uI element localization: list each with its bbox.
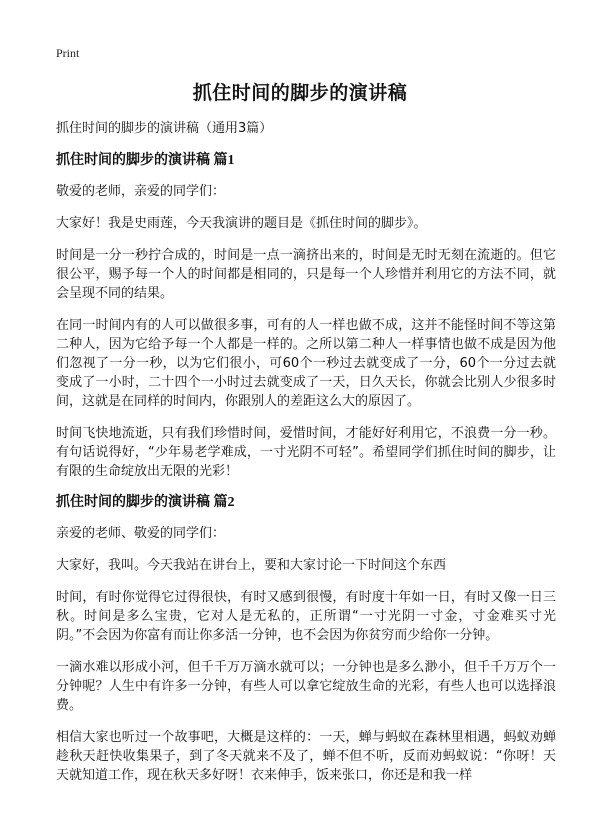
print-link[interactable]: Print [56,46,80,60]
section-heading: 抓住时间的脚步的演讲稿 篇1 [56,153,235,168]
paragraph: 大家好！我是史雨莲，今天我演讲的题目是《抓住时间的脚步》。 [56,216,427,231]
paragraph: 相信大家也听过一个故事吧，大概是这样的：一天，蝉与蚂蚁在森林里相遇，蚂蚁劝蝉趁秋天赶快收集果子，到了冬天就来不及了，蝉不但不听，反而劝蚂蚁说：“你呀！天天就知道工作，现在秋天多好呀！衣来伸手，饭来张口，你还是和我一样 [56,730,556,783]
paragraph: 时间是一分一秒拧合成的，时间是一点一滴挤出来的，时间是无时无刻在流逝的。但它很公平，赐予每一个人的时间都是相同的，只是每一个人珍惜并利用它的方法不同，就会呈现不同的结果。 [56,248,556,301]
document-body [56,120,556,798]
paragraph: 时间，有时你觉得它过得很快，有时又感到很慢，有时度十年如一日，有时又像一日三秋。时间是多么宝贵，它对人是无私的，正所谓“一寸光阴一寸金，寸金难买寸光阴。”不会因为你富有而让你多活一分钟，也不会因为你贫穷而少给你一分钟。 [56,590,556,643]
section-1 [56,152,556,481]
paragraph: 亲爱的老师、敬爱的同学们： [56,526,226,541]
paragraph: 一滴水难以形成小河，但千千万万滴水就可以；一分钟也是多么渺小，但千千万万个一分钟呢？人生中有许多一分钟，有些人可以拿它绽放生命的光彩，有些人也可以选择浪费。 [56,660,556,713]
section-2 [56,494,556,785]
paragraph: 在同一时间内有的人可以做很多事，可有的人一样也做不成，这并不能怪时间不等这第二种人，因为它给予每一个人都是一样的。之所以第二种人一样事情也做不成是因为他们忽视了一分一秒，以为它们很小，可60个一秒过去就变成了一分，60个一分过去就变成了一小时，二十四个一小时过去就变成了一天，日久天长，你就会比别人少很多时间，这就是在同样的时间内，你跟别人的差距这么大的原因了。 [56,318,556,409]
paragraph: 时间飞快地流逝，只有我们珍惜时间，爱惜时间，才能好好利用它，不浪费一分一秒。有句话说得好，“少年易老学难成，一寸光阴不可轻”。希望同学们抓住时间的脚步，让有限的生命绽放出无限的光彩！ [56,426,556,479]
section-heading: 抓住时间的脚步的演讲稿 篇2 [56,495,235,510]
document-subtitle: 抓住时间的脚步的演讲稿（通用3篇） [56,121,273,136]
paragraph: 敬爱的老师，亲爱的同学们： [56,184,226,199]
paragraph: 大家好，我叫。今天我站在讲台上，要和大家讨论一下时间这个东西 [56,558,447,573]
page-title: 抓住时间的脚步的演讲稿 [192,82,408,104]
